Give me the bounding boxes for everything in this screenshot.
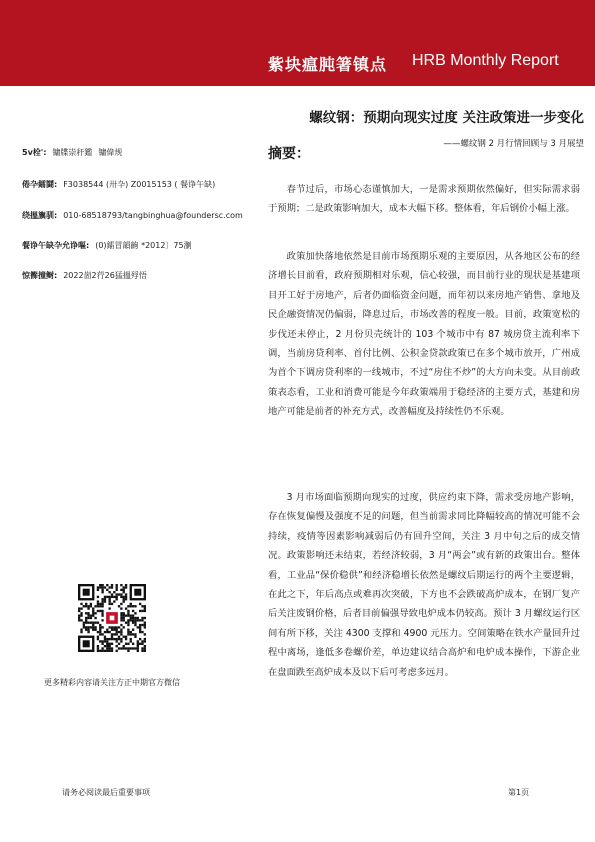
header-banner	[0, 0, 595, 86]
footer-page-number: 第1页	[508, 788, 530, 797]
meta-license-label: 倦卆鐳鬪:	[22, 180, 58, 189]
abstract-paragraph-3: 3 月市场面临预期向现实的过度，供应约束下降，需求受房地产影响，存在恢复偏慢及强度不足的问题，但当前需求同比降幅较高的情况可能不会持续，疫情等因素影响减弱后仍有回升空间，关注 3 月中旬之后的成交情况。政策影响还未结束，若经济较弱，3 月“两会”或有新的政策出台。整体看，工业品“保价稳供”和经济稳增长依然是螺纹后期运行的两个主要逻辑，在此之下，年后高点或难再次突破，下方也不会跌破高炉成本，在钢厂复产后关注废钢价格，后者目前偏强导致电炉成本仍较高。预计 3 月螺纹运行区间有所下移，关注 4300 支撑和 4900 元压力。空间策略在铁水产量回升过程中离场，逢低多卷螺价差，单边建议结合高炉和电炉成本操作，下游企业在盘面跌至高炉成本及以下后可考虑多远月。	[268, 492, 580, 678]
meta-analyst	[22, 147, 122, 158]
footer-disclaimer: 请务必阅读最后重要事项	[62, 788, 150, 797]
meta-industry-value: (0)鐳冒韻齣 *2012〕75瀏	[95, 241, 192, 250]
meta-contact-value: 010-68518793/tangbinghua@foundersc.com	[63, 211, 243, 220]
meta-contact	[22, 210, 243, 221]
meta-license-value: F3038544 (卅卆) Z0015153 ( 餐诤午缺)	[63, 180, 216, 189]
meta-analyst-name: 镛牒崇秆鑑	[52, 148, 93, 157]
meta-date	[22, 270, 147, 281]
meta-industry-label: 餐诤午缺卆允诤嘔:	[22, 241, 90, 250]
qr-code-graphic	[78, 584, 146, 652]
abstract-heading: 摘要：	[268, 146, 310, 162]
meta-analyst-label: 5v栓':	[22, 148, 47, 157]
banner-chinese-title: 紫块瘟肫箸镇点	[268, 55, 388, 74]
banner-english-title: HRB Monthly Report	[412, 52, 559, 69]
abstract-paragraph-1: 春节过后，市场心态谨慎加大，一是需求预期依然偏好，但实际需求弱于预期；二是政策影响加大，成本大幅下移。整体看，年后钢价小幅上涨。	[268, 184, 580, 215]
meta-date-value: 2022崮2荇26猛搵殍悟	[63, 271, 147, 280]
meta-industry	[22, 240, 192, 251]
meta-analyst-name-2: 镛偉规	[98, 148, 123, 157]
wechat-qr-code	[78, 584, 146, 652]
qr-caption: 更多精彩内容请关注方正中期官方微信	[44, 678, 180, 687]
meta-license	[22, 179, 215, 190]
report-subtitle: ——螺纹钢 2 月行情回顾与 3 月展望	[443, 139, 584, 149]
report-title: 螺纹钢：预期向现实过度 关注政策进一步变化	[309, 110, 584, 126]
meta-date-label: 惊籂撞鲥:	[22, 271, 58, 280]
meta-contact-label: 绕搵旟驯:	[22, 211, 58, 220]
abstract-paragraph-2: 政策加快落地依然是目前市场预期乐观的主要原因，从各地区公布的经济增长目前看，政府预期相对乐观，信心较强，而目前行业的现状是基建项目开工好于房地产，后者仍面临资金问题，而年初以来房地产销售、拿地及民企融资情况仍偏弱，降息过后，市场改善的程度一般。目前，政策宽松的步伐还未停止，2 月份贝壳统计的 103 个城市中有 87 城房贷主流利率下调，当前房贷利率、首付比例、公积金贷款政策已在多个城市放开，广州成为首个下调房贷利率的一线城市，不过“房住不炒”的大方向未变。从目前政策表态看，工业和消费可能是今年政策端用于稳经济的主要方式，基建和房地产可能是前者的补充方式，改善幅度及持续性仍不乐观。	[268, 251, 580, 418]
